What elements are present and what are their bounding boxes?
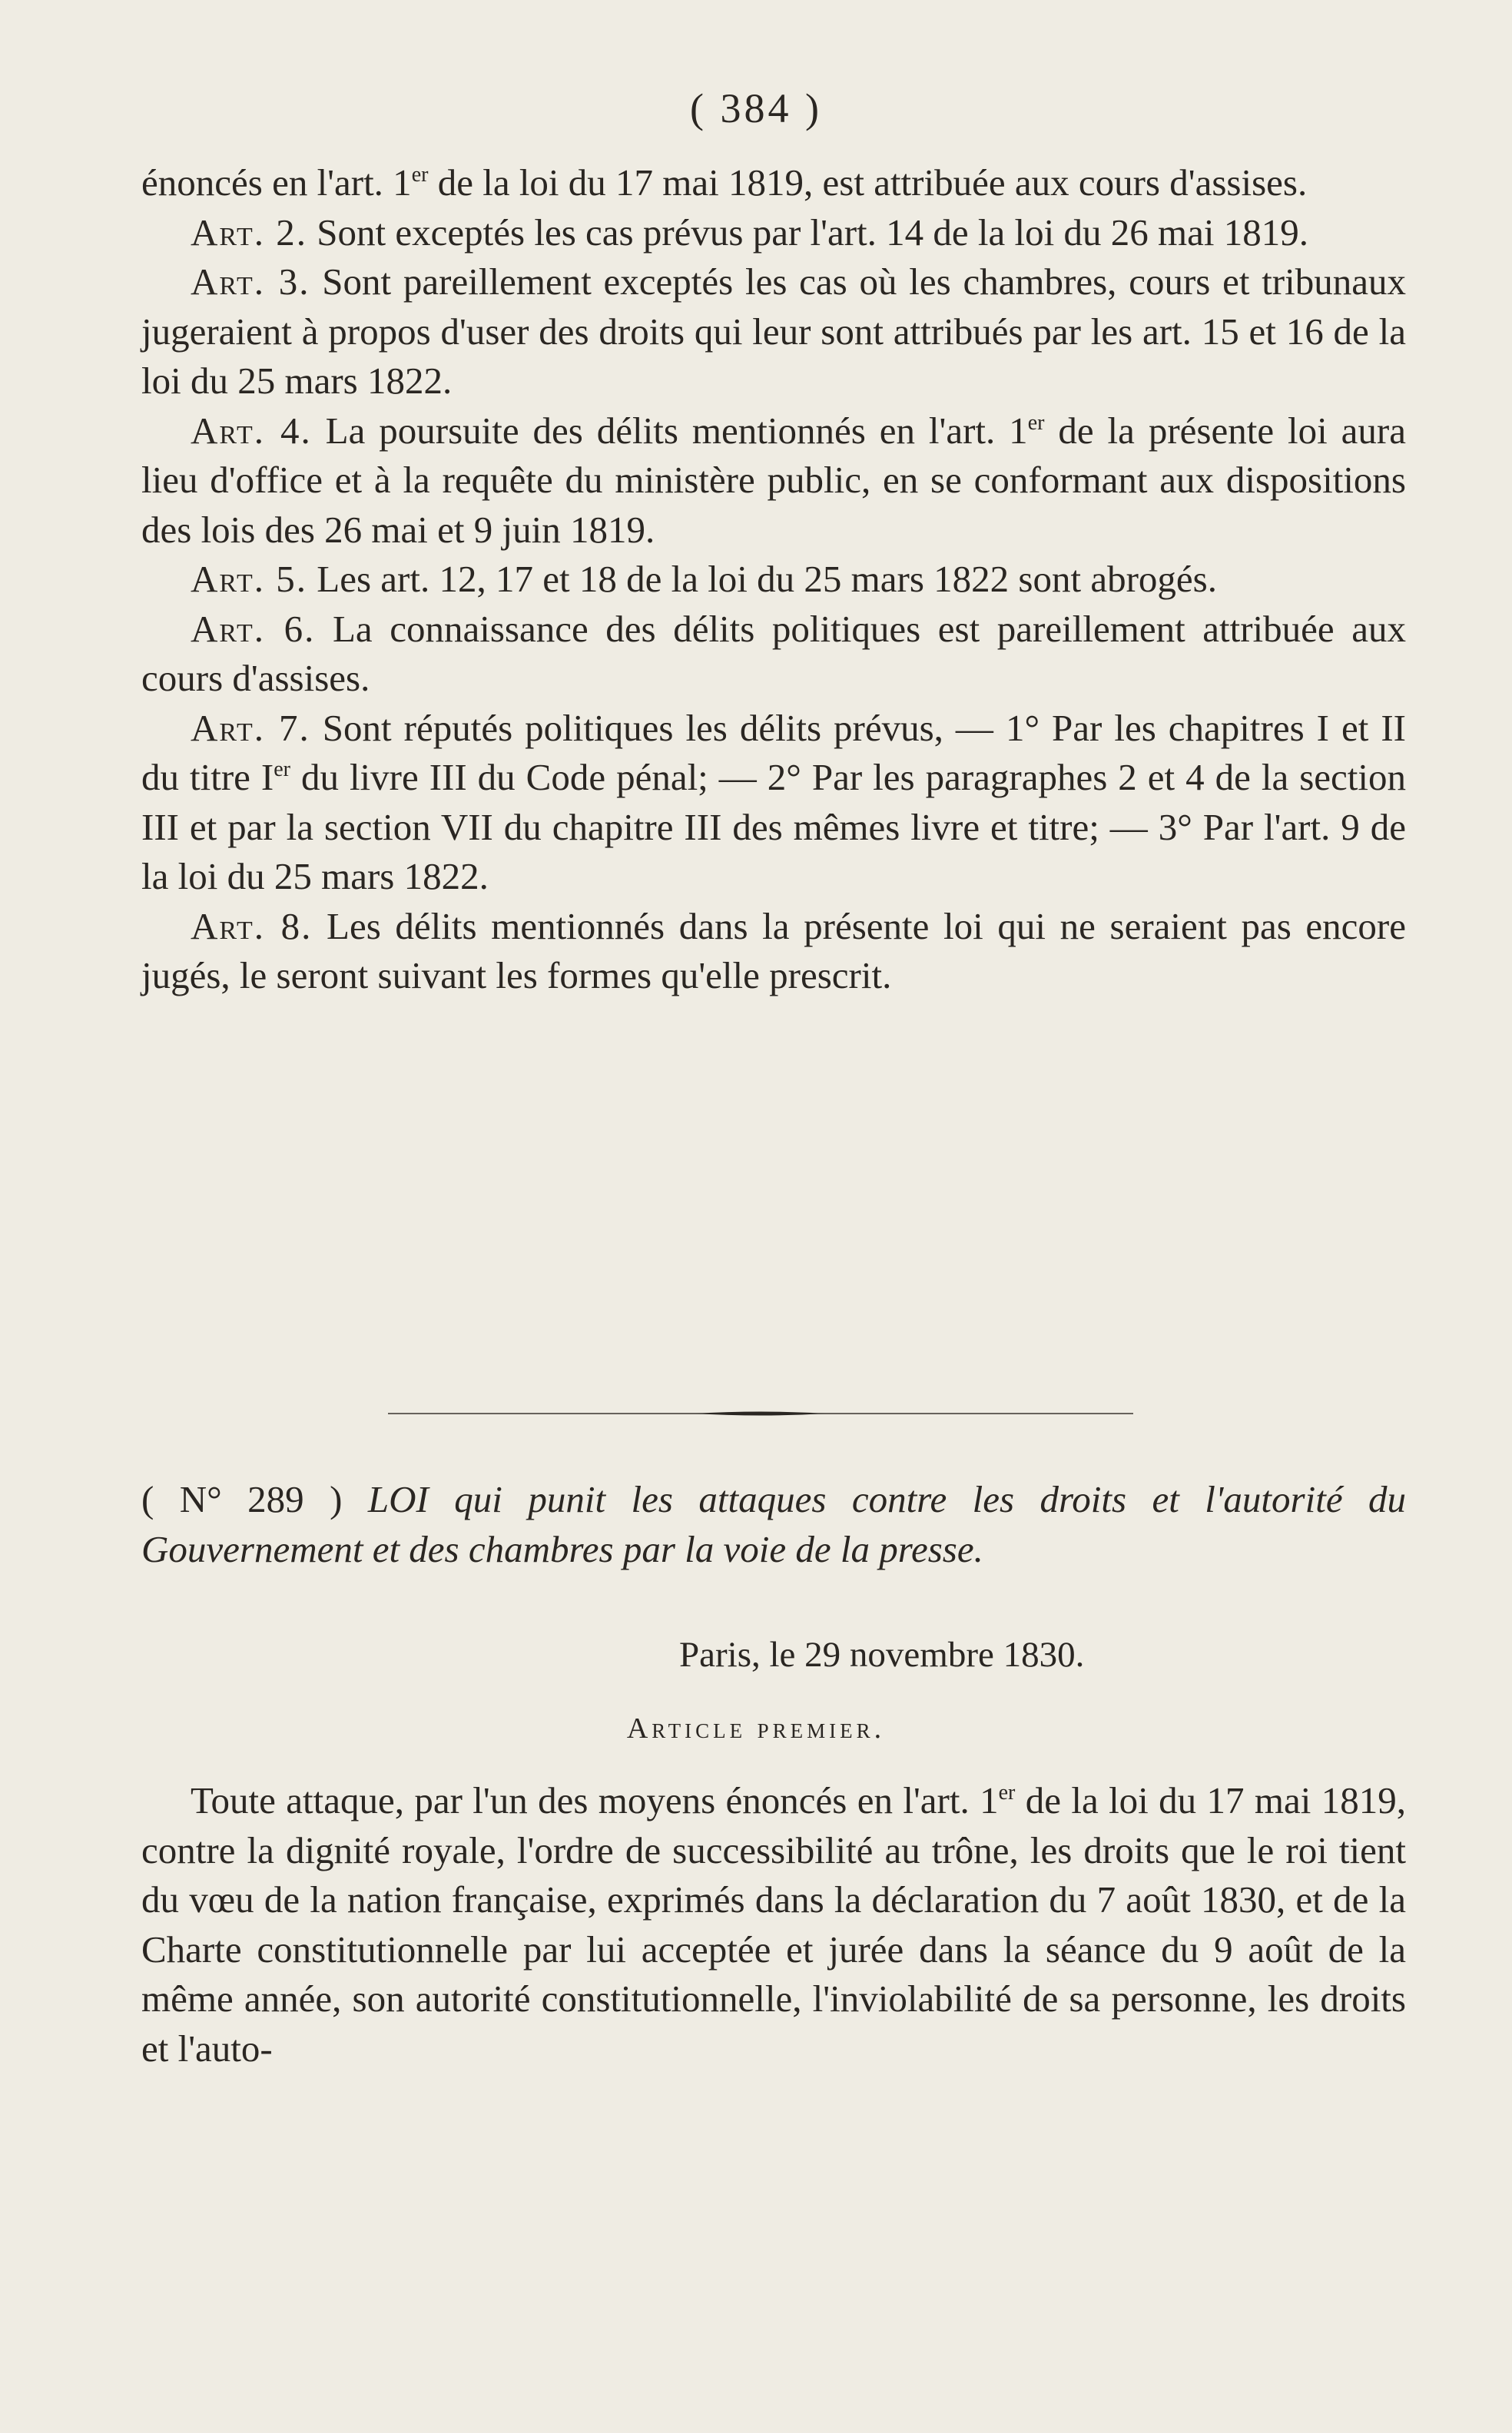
article-7-text-b: du livre III du Code pénal; — 2° Par les paragraphes 2 et 4 de la section III et par la section VII du chapitre III des mêmes livre et titre; — 3° Par l'art. 9 de la loi du 25 mars 1822. <box>141 756 1406 897</box>
article-2-head: Art. 2. <box>191 210 308 254</box>
article-7-text-a: Sont réputés politiques les délits prévus, — 1° Par les chapitres I et II du titre I <box>141 706 1406 798</box>
law-title <box>141 1475 1406 1574</box>
article-6 <box>141 605 1406 704</box>
articles-block <box>141 158 1406 1001</box>
article-4-text-a: La poursuite des délits mentionnés en l'art. 1 <box>311 409 1028 452</box>
continuation-paragraph <box>141 158 1406 208</box>
continuation-text-b: de la loi du 17 mai 1819, est attribuée aux cours d'assises. <box>428 161 1308 204</box>
article-7-head: Art. 7. <box>191 706 310 749</box>
article-5-text: Les art. 12, 17 et 18 de la loi du 25 mars 1822 sont abrogés. <box>307 558 1217 600</box>
article-5-head: Art. 5. <box>191 558 308 600</box>
article-6-text: La connaissance des délits politiques est pareillement attribuée aux cours d'assises. <box>141 607 1406 699</box>
continuation-text-a: énoncés en l'art. 1 <box>141 161 412 204</box>
article-3 <box>141 257 1406 406</box>
article-3-head: Art. 3. <box>191 260 310 303</box>
article-7-sup: er <box>274 757 290 781</box>
article-premier-sup: er <box>998 1781 1016 1805</box>
article-premier-text-b: de la loi du 17 mai 1819, contre la dignité royale, l'ordre de successibilité au trône, les droits que le roi tient du vœu de la nation française, exprimés dans la déclaration du 7 août 1830, et de la Charte constitutionnelle par lui acceptée et jurée dans la séance du 9 août de la même année, son autorité constitutionnelle, l'inviolabilité de sa personne, les droits et l'auto- <box>141 1779 1406 2070</box>
article-4-text-b: de la présente loi aura lieu d'office et à la requête du ministère public, en se conformant aux dispositions des lois des 26 mai et 9 juin 1819. <box>141 409 1406 551</box>
article-5 <box>141 555 1406 605</box>
article-premier-heading: Article premier. <box>626 1712 886 1745</box>
article-4-head: Art. 4. <box>191 409 312 452</box>
article-premier-text-a: Toute attaque, par l'un des moyens énoncés en l'art. 1 <box>191 1779 999 1821</box>
article-premier-body <box>141 1776 1406 2073</box>
article-8-text: Les délits mentionnés dans la présente loi qui ne seraient pas encore jugés, le seront suivant les formes qu'elle prescrit. <box>141 904 1406 996</box>
article-6-head: Art. 6. <box>191 607 316 650</box>
continuation-sup: er <box>411 163 429 187</box>
page-number: ( 384 ) <box>690 85 822 131</box>
section-divider-rule <box>388 1410 1133 1417</box>
article-2 <box>141 208 1406 258</box>
article-7 <box>141 704 1406 902</box>
article-4 <box>141 406 1406 555</box>
law-date: Paris, le 29 novembre 1830. <box>679 1635 1085 1675</box>
article-premier-block <box>141 1776 1406 2073</box>
article-2-text: Sont exceptés les cas prévus par l'art. 14 de la loi du 26 mai 1819. <box>307 210 1308 254</box>
article-8 <box>141 902 1406 1001</box>
article-3-text: Sont pareillement exceptés les cas où les chambres, cours et tribunaux jugeraient à propos d'user des droits qui leur sont attribués par les art. 15 et 16 de la loi du 25 mars 1822. <box>141 260 1406 402</box>
article-8-head: Art. 8. <box>191 904 313 947</box>
article-4-sup: er <box>1027 410 1045 435</box>
law-title-text: LOI qui punit les attaques contre les droits et l'autorité du Gouvernement et des chambres par la voie de la presse. <box>141 1478 1407 1570</box>
law-number: ( N° 289 ) <box>141 1478 343 1520</box>
